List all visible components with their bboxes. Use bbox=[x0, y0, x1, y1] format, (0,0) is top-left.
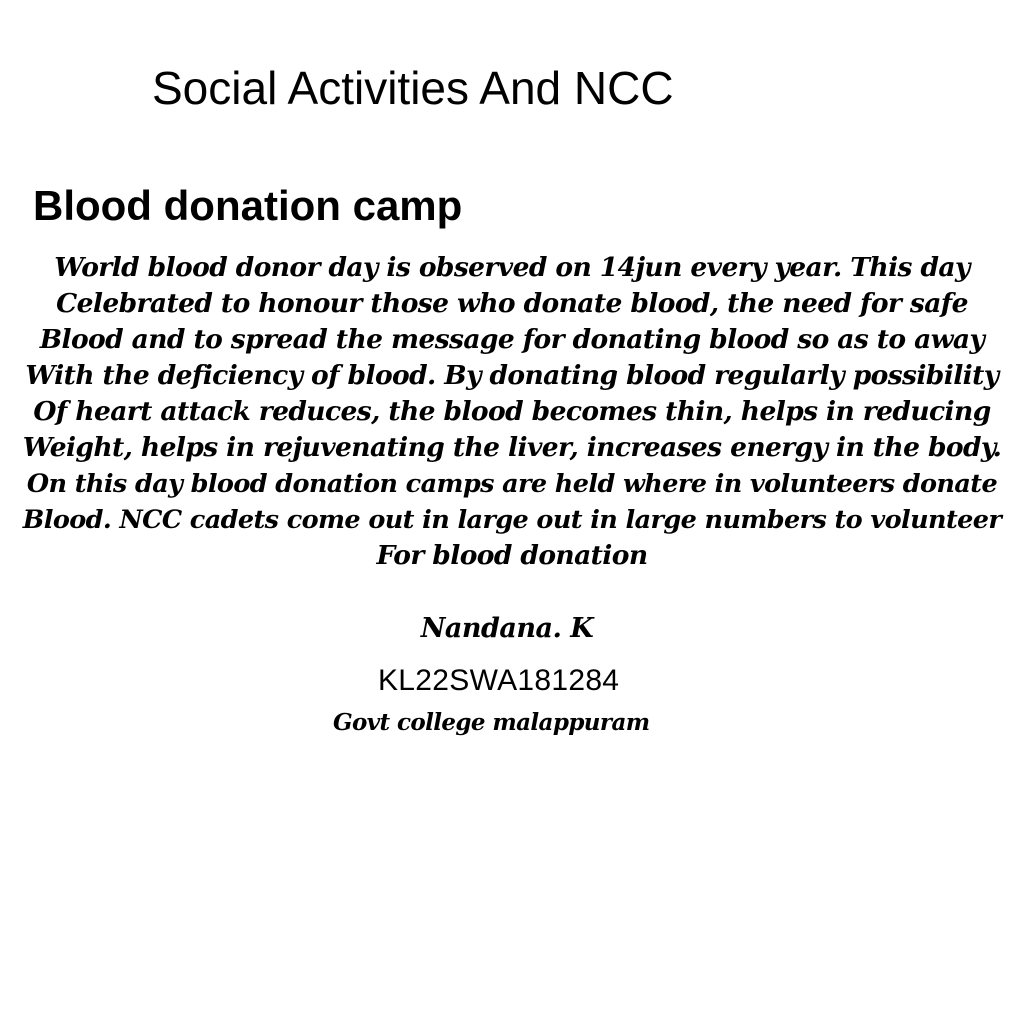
body-line: For blood donation bbox=[376, 540, 648, 571]
page-title: Social Activities And NCC bbox=[152, 61, 674, 114]
body-line: Weight, helps in rejuvenating the liver, increases energy in the body. bbox=[22, 432, 1002, 463]
body-paragraph bbox=[18, 250, 1006, 574]
author-college: Govt college malappuram bbox=[333, 709, 650, 736]
body-line: On this day blood donation camps are held where in volunteers donate bbox=[26, 469, 998, 499]
body-line: Blood. NCC cadets come out in large out in large numbers to volunteer bbox=[22, 505, 1002, 535]
body-line: With the deficiency of blood. By donating blood regularly possibility bbox=[25, 360, 999, 391]
section-heading: Blood donation camp bbox=[33, 181, 463, 229]
author-id: KL22SWA181284 bbox=[378, 664, 620, 697]
body-line: World blood donor day is observed on 14jun every year. This day bbox=[54, 252, 970, 283]
body-line: Blood and to spread the message for donating blood so as to away bbox=[39, 324, 985, 355]
author-name-text: Nandana. K bbox=[420, 613, 594, 644]
author-name bbox=[0, 611, 1024, 647]
body-line: Celebrated to honour those who donate blood, the need for safe bbox=[56, 288, 968, 319]
body-line: Of heart attack reduces, the blood becomes thin, helps in reducing bbox=[33, 396, 991, 427]
